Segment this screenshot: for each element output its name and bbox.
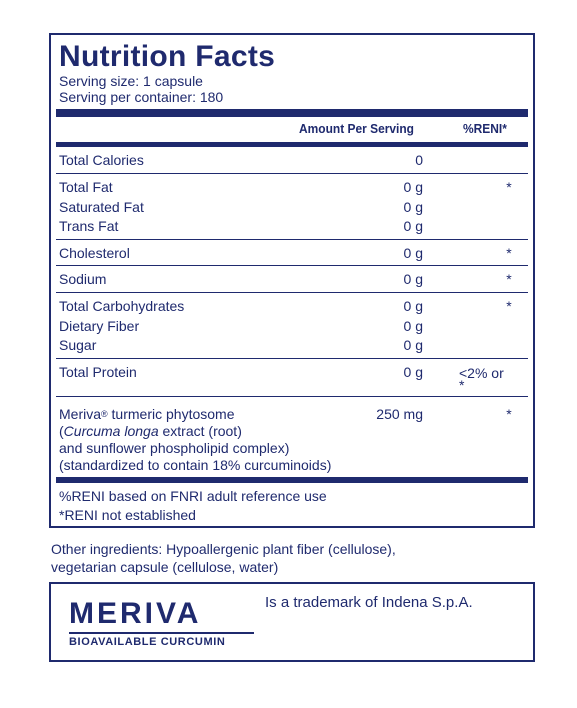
ingredient-line-3: and sunflower phospholipid complex) <box>59 440 290 456</box>
logo-underline <box>69 632 254 634</box>
row-reni: * <box>506 271 512 287</box>
row-amount: 0 g <box>403 298 423 314</box>
row-label: Trans Fat <box>59 218 119 234</box>
row-label: Total Carbohydrates <box>59 298 185 314</box>
ingredient-reni: * <box>506 406 512 422</box>
row-label: Cholesterol <box>59 245 130 261</box>
row-label: Dietary Fiber <box>59 318 140 334</box>
row-divider <box>56 239 528 240</box>
row-reni: * <box>506 245 512 261</box>
row-label: Saturated Fat <box>59 199 144 215</box>
row-amount: 0 g <box>403 199 423 215</box>
row-amount: 0 <box>415 152 423 168</box>
nutrition-facts-panel <box>49 33 535 528</box>
row-divider <box>56 396 528 397</box>
medium-divider <box>56 142 528 147</box>
row-label: Total Calories <box>59 152 144 168</box>
row-divider <box>56 292 528 293</box>
paren-open: ( <box>59 423 64 439</box>
row-amount: 0 g <box>403 179 423 195</box>
other-ingredients <box>51 540 531 576</box>
row-reni: * <box>506 179 512 195</box>
row-label: Sugar <box>59 337 97 353</box>
row-divider <box>56 265 528 266</box>
serving-size: Serving size: 1 capsule <box>59 73 203 89</box>
header-reni: %RENI* <box>463 121 507 136</box>
extract-part: extract (root) <box>158 423 242 439</box>
footnote-reni-basis: %RENI based on FNRI adult reference use <box>59 488 327 504</box>
row-amount: 0 g <box>403 364 423 380</box>
row-label: Total Protein <box>59 364 137 380</box>
ingredient-line-4: (standardized to contain 18% curcuminoids) <box>59 457 332 473</box>
protein-reni-line2: * <box>459 377 465 393</box>
ingredient-line-2 <box>59 423 242 440</box>
row-amount: 0 g <box>403 318 423 334</box>
thick-divider <box>56 109 528 117</box>
row-amount: 0 g <box>403 245 423 261</box>
trademark-box <box>49 582 535 662</box>
header-amount: Amount Per Serving <box>299 121 414 136</box>
registered-mark: ® <box>101 409 108 419</box>
logo-wordmark: MERIVA <box>69 597 202 630</box>
other-ingredients-line-2: vegetarian capsule (cellulose, water) <box>51 559 279 575</box>
row-divider <box>56 173 528 174</box>
row-label: Sodium <box>59 271 107 287</box>
footnote-reni-not-established: *RENI not established <box>59 507 196 523</box>
trademark-text: Is a trademark of Indena S.p.A. <box>265 594 473 611</box>
botanical-name: Curcuma longa <box>63 423 159 439</box>
row-reni: * <box>506 298 512 314</box>
ingredient-name <box>59 406 234 423</box>
row-divider <box>56 358 528 359</box>
ingredient-brand: Meriva <box>59 406 102 422</box>
ingredient-amount: 250 mg <box>376 406 423 422</box>
row-amount: 0 g <box>403 218 423 234</box>
row-amount: 0 g <box>403 337 423 353</box>
ingredient-name-rest: turmeric phytosome <box>107 406 235 422</box>
logo-tagline: BIOAVAILABLE CURCUMIN <box>69 636 226 648</box>
meriva-logo <box>69 596 259 656</box>
protein-reni-line1: <2% or <box>459 365 504 381</box>
servings-per-container: Serving per container: 180 <box>59 89 224 105</box>
other-ingredients-line-1: Other ingredients: Hypoallergenic plant fiber (cellulose), <box>51 541 396 557</box>
panel-title: Nutrition Facts <box>59 40 276 73</box>
row-label: Total Fat <box>59 179 113 195</box>
row-amount: 0 g <box>403 271 423 287</box>
thick-divider-bottom <box>56 477 528 483</box>
